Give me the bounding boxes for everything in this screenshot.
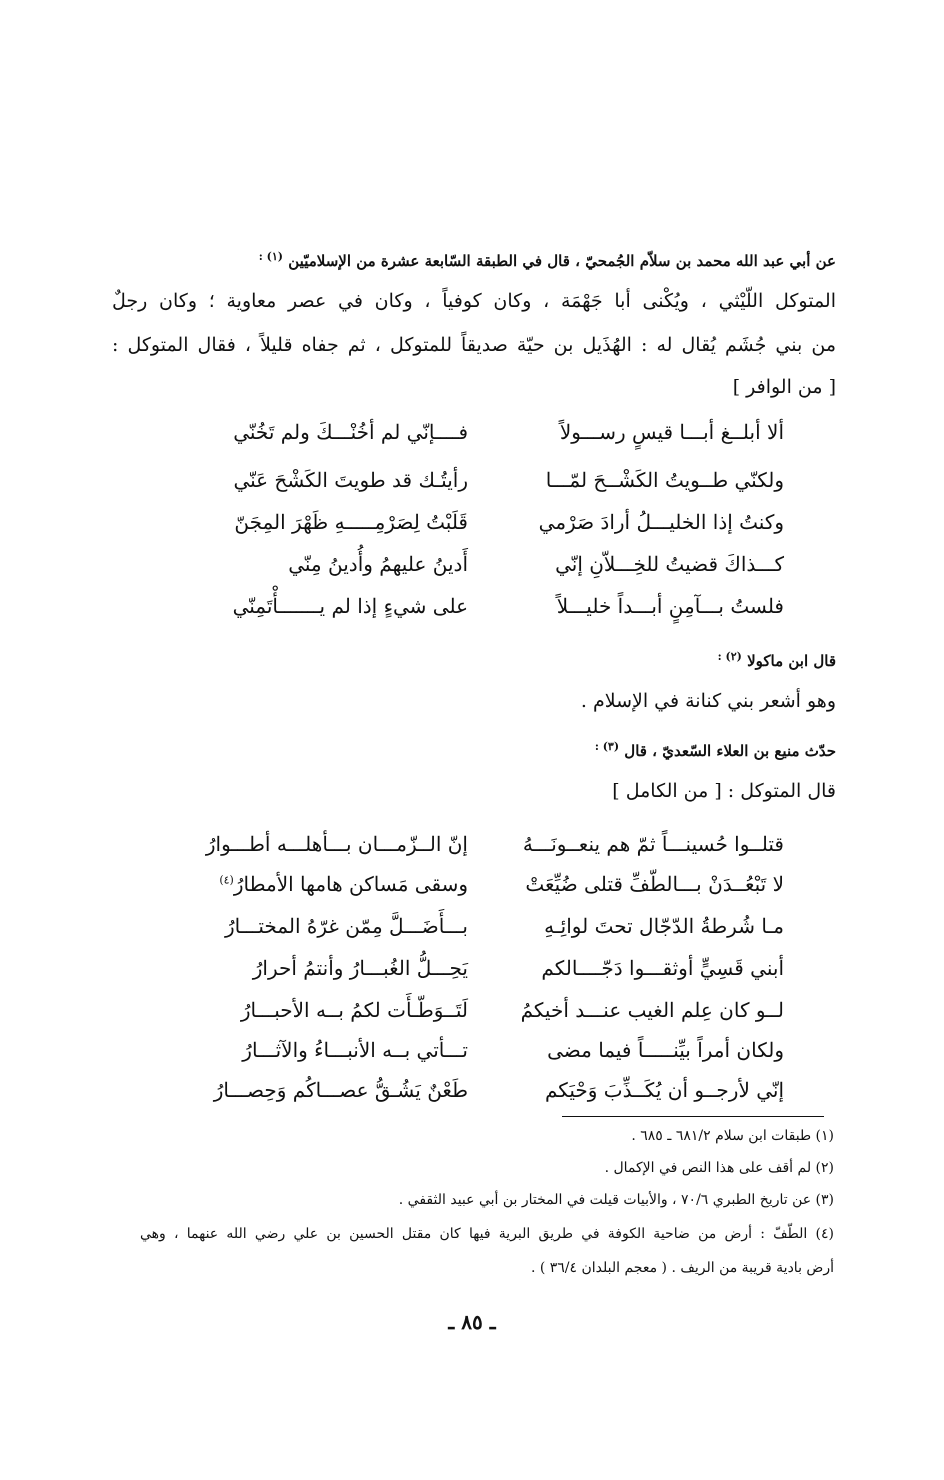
verse-second-hemistich: أَدينُ عليهمُ وأُدينُ مِنّي [288, 552, 468, 576]
verse-first-hemistich: قتلــوا حُسينـــاً ثمّ هم ينعــونَـــهُ [522, 832, 784, 856]
verse-second-hemistich: تـــأتي بــه الأنبـــاءُ والآثـــارُ [242, 1038, 468, 1062]
verse-second-hemistich: على شيءٍ إذا لم يـــــــأْتَمِنّي [232, 594, 468, 618]
intro-line-3: من بني جُشَم يُقال له : الهُذَيل بن حيّة صديقاً للمتوكل ، ثم جفاه قليلاً ، فقال المتوكل : [112, 334, 836, 356]
verse-second-hemistich: يَحِـــلُّ الغُبـــارُ وأنتمُ أحرارُ [252, 956, 468, 980]
verse-first-hemistich: أبني قَسِيٍّ أوثقـــوا دَجّــــالكم [541, 956, 784, 980]
intro-source-text: عن أبي عبد الله محمد بن سلاّم الجُمحيّ ، قال في الطبقة السّابعة عشرة من الإسلاميّين [288, 252, 836, 270]
footnote-divider [562, 1116, 824, 1117]
intro-line-1 [259, 250, 836, 270]
footnote-ref-1: (١) : [258, 250, 284, 263]
footnote-3: (٣) عن تاريخ الطبري ٧٠/٦ ، والأبيات قيلت في المختار بن أبي عبيد الثقفي . [398, 1192, 834, 1208]
verse-second-hemistich [178, 872, 468, 896]
verse-first-hemistich: كـــذاكَ قضيتُ للخِـــلاّنِ إنّي [555, 552, 784, 576]
verse-first-hemistich: مـا شُرطةُ الدّجّال تحتَ لوائِـهِ [544, 914, 784, 938]
intro-line-2: المتوكل اللّيْثي ، ويُكْنى أبا جَهْمَة ، وكان كوفياً ، وكان في عصر معاوية ؛ وكان رجلٌ [112, 290, 836, 312]
section-3-heading [595, 740, 836, 760]
verse-first-hemistich: ألا أبلــغ أبـــا قيسٍ رســـولاً [559, 420, 784, 444]
footnote-ref-4: (٤) [219, 873, 234, 887]
footnote-ref-2: (٢) : [717, 650, 742, 663]
verse-first-hemistich: إنّي لأرجــو أن يُكَــذِّبَ وَحْيَكم [544, 1078, 784, 1102]
verse-first-hemistich: ولكنّي طــويتُ الكَشْــحَ لمّـــا [545, 468, 784, 492]
verse-second-hemistich: رأيتُـك قد طويتَ الكَشْحَ عَنّي [233, 468, 468, 492]
verse-second-hemistich: قَلَبْتُ لِصَرْمِـــــهِ ظَهْرَ المِجَنّ [234, 510, 468, 534]
verse-first-hemistich: وكنتُ إذا الخليـــلُ أرادَ صَرْمي [538, 510, 784, 534]
footnote-4-continued: أرض بادية قريبة من الريف . ( معجم البلدان ٣٦/٤ ) . [530, 1260, 834, 1276]
footnote-2: (٢) لم أقف على هذا النص في الإكمال . [604, 1160, 834, 1176]
verse-first-hemistich: فلستُ بـــآمِنٍ أبـــداً خليـــلاً [556, 594, 784, 618]
meter-label-wafir: [ من الوافر ] [732, 376, 836, 398]
meter-label-kamil: قال المتوكل : [ من الكامل ] [612, 780, 836, 802]
verse-second-hemistich: إنّ الــزّمـــان بـــأهلـــه أطـــوارُ [205, 832, 468, 856]
footnote-ref-3: (٣) : [594, 740, 620, 753]
verse-first-hemistich: ولكان أمراً بيِّنـــــاً فيما مضى [547, 1038, 784, 1062]
footnote-1: (١) طبقات ابن سلام ٦٨١/٢ ـ ٦٨٥ . [631, 1128, 834, 1144]
verse-first-hemistich: لا تَبْعُــدَنْ بـــالطّفِّ قتلى ضُيِّعَتْ [525, 872, 784, 896]
section-2-heading [718, 650, 836, 670]
section-2-text: وهو أشعر بني كنانة في الإسلام . [580, 690, 836, 712]
verse-text: وسقى مَساكن هامها الأمطارُ [233, 872, 468, 896]
verse-second-hemistich: بـــأَضَـــلَّ مِمّن غرّهُ المختـــارُ [225, 914, 468, 938]
page-number: ـ ٨٥ ـ [448, 1310, 496, 1334]
section-3-heading-text: حدّث منيع بن العلاء السّعديّ ، قال [624, 742, 836, 760]
verse-second-hemistich: لَتَــوَطّـأَت لكمُ بــه الأحبـــارُ [240, 998, 468, 1022]
verse-second-hemistich: طَعْنٌ يَشُـقُّ عصـــاكُم وَحِصـــارُ [213, 1078, 468, 1102]
footnote-4: (٤) الطّفّ : أرض من ضاحية الكوفة في طريق البرية فيها كان مقتل الحسين بن علي رضي الله عنهما ، وهي [140, 1226, 834, 1242]
verse-first-hemistich: لــو كان عِلم الغيب عنـــد أخيكمُ [520, 998, 784, 1022]
verse-second-hemistich: فــــإنّي لم أخُنْـــكَ ولم تَخُنّي [233, 420, 468, 444]
section-2-heading-text: قال ابن ماكولا [747, 652, 836, 670]
